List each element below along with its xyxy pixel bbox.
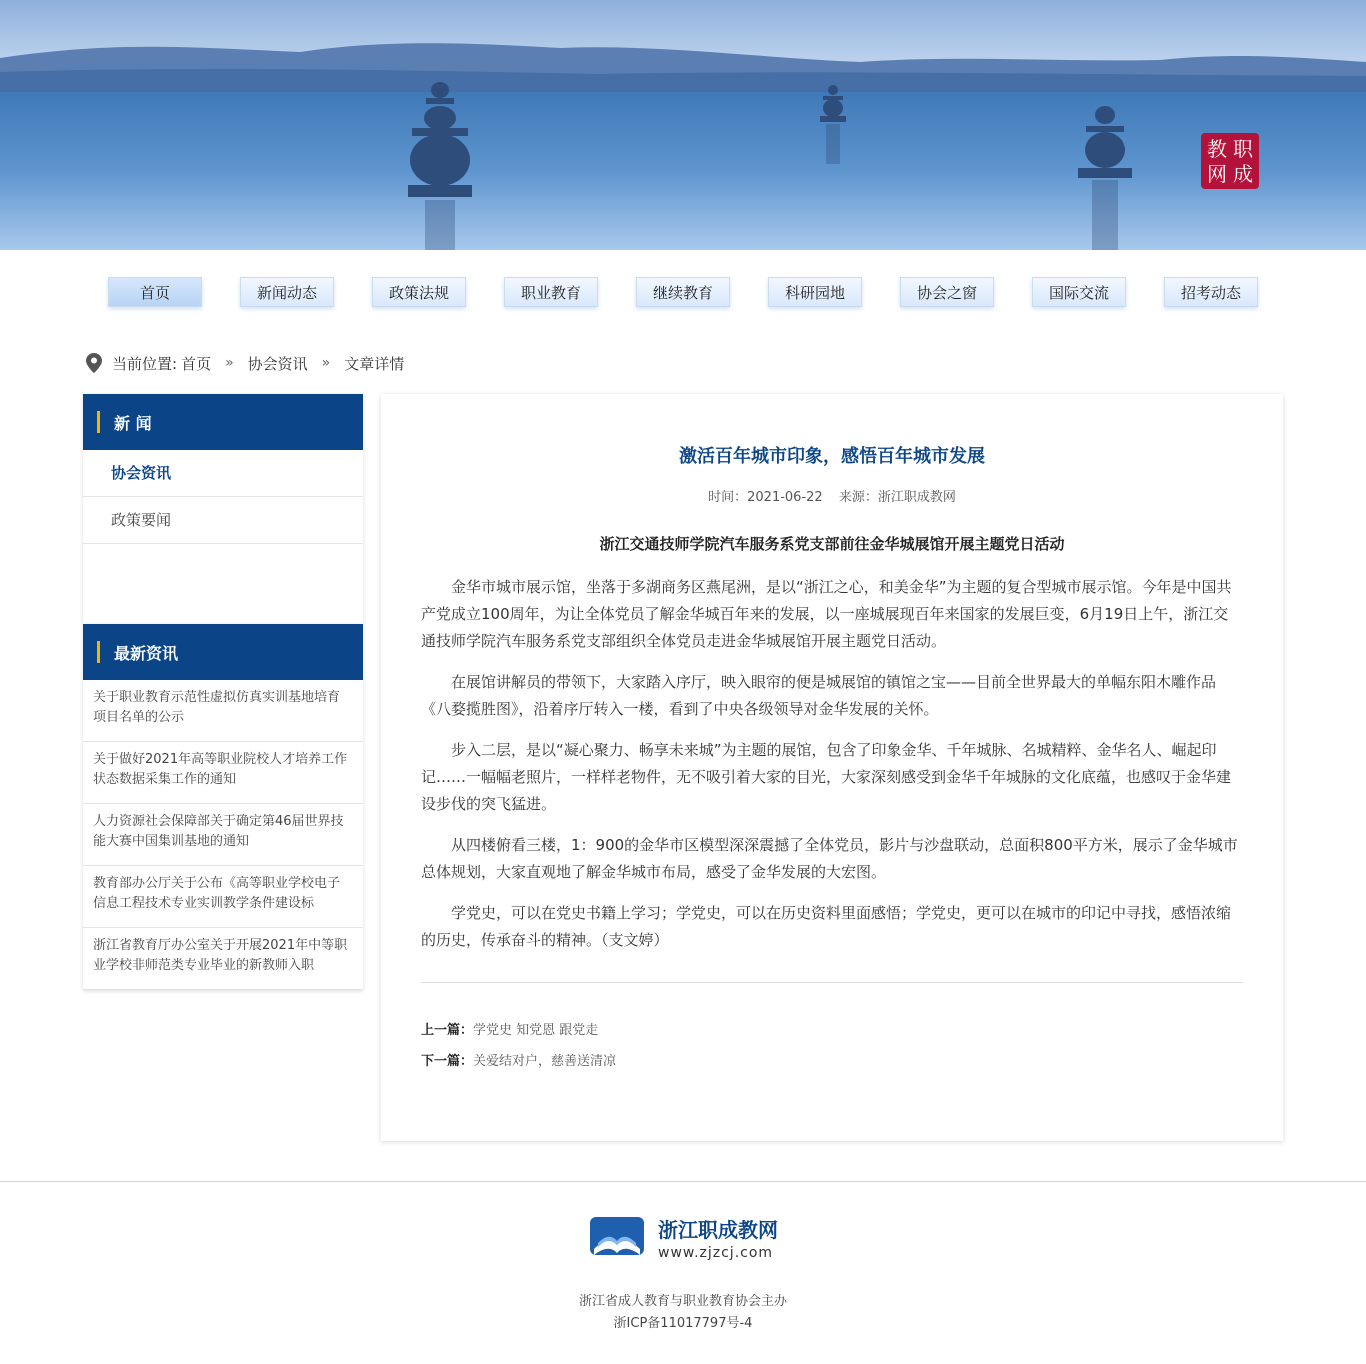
list-item[interactable]: 关于职业教育示范性虚拟仿真实训基地培育项目名单的公示 xyxy=(83,680,363,742)
list-item[interactable]: 浙江省教育厅办公室关于开展2021年中等职业学校非师范类专业毕业的新教师入职 xyxy=(83,928,363,990)
sidebar-news-box xyxy=(83,394,363,624)
sidebar-item-policy-news[interactable]: 政策要闻 xyxy=(83,497,363,544)
footer-logo-name: 浙江职成教网 xyxy=(658,1218,778,1242)
sidebar-latest-title: 最新资讯 xyxy=(114,643,179,663)
breadcrumb-separator-icon: » xyxy=(225,355,234,371)
article-paragraph: 在展馆讲解员的带领下，大家踏入序厅，映入眼帘的便是城展馆的镇馆之宝——目前全世界最大的单幅东阳木雕作品《八婺揽胜图》，沿着序厅转入一楼，看到了中央各级领导对金华发展的关怀。 xyxy=(421,673,1217,718)
breadcrumb xyxy=(83,332,1283,394)
main-content xyxy=(83,394,1283,1141)
article-source: 来源：浙江职成教网 xyxy=(838,490,956,505)
footer-logo xyxy=(0,1214,1366,1261)
nav-item-continuing[interactable]: 继续教育 xyxy=(636,277,730,307)
sidebar-item-association-news[interactable]: 协会资讯 xyxy=(83,450,363,497)
nav-item-research[interactable]: 科研园地 xyxy=(768,277,862,307)
sidebar-latest-box xyxy=(83,624,363,990)
sidebar xyxy=(83,394,363,990)
lake-pagoda-illustration xyxy=(0,0,1366,250)
nav-item-association[interactable]: 协会之窗 xyxy=(900,277,994,307)
site-seal-logo xyxy=(1201,133,1259,189)
list-item[interactable]: 关于做好2021年高等职业院校人才培养工作状态数据采集工作的通知 xyxy=(83,742,363,804)
latest-news-list xyxy=(83,680,363,990)
divider xyxy=(421,982,1243,983)
nav-item-news[interactable]: 新闻动态 xyxy=(240,277,334,307)
breadcrumb-separator-icon: » xyxy=(321,355,331,371)
footer-logo-url: www.zjzcj.com xyxy=(658,1245,774,1261)
article-paragraph: 金华市城市展示馆，坐落于多湖商务区燕尾洲，是以“浙江之心，和美金华”为主题的复合型城市展示馆。今年是中国共产党成立100周年，为让全体党员了解金华城百年来的发展，以一座城展现百年来国家的发展巨变，6月19日上午，浙江交通技师学院汽车服务系党支部组织全体党员走进金华城展馆开展主题党日活动。 xyxy=(421,578,1232,650)
breadcrumb-home-link[interactable]: 首页 xyxy=(181,354,212,373)
footer-logo-text xyxy=(658,1214,778,1261)
footer-icp[interactable]: 浙ICP备11017797号-4 xyxy=(613,1316,753,1331)
footer-organizer: 浙江省成人教育与职业教育协会主办 xyxy=(578,1294,787,1309)
breadcrumb-current: 文章详情 xyxy=(344,354,405,373)
next-article-link[interactable]: 关爱结对户，慈善送清凉 xyxy=(473,1054,617,1069)
next-label: 下一篇： xyxy=(421,1054,474,1069)
location-pin-icon xyxy=(86,353,102,373)
breadcrumb-prefix: 当前位置: xyxy=(112,354,178,373)
list-item[interactable]: 人力资源社会保障部关于确定第46届世界技能大赛中国集训基地的通知 xyxy=(83,804,363,866)
seal-char: 教 xyxy=(1207,136,1227,161)
nav-item-policy[interactable]: 政策法规 xyxy=(372,277,466,307)
footer-info xyxy=(0,1291,1366,1335)
prev-article xyxy=(421,1019,1243,1038)
article-paragraph: 步入二层，是以“凝心聚力、畅享未来城”为主题的展馆，包含了印象金华、千年城脉、名城精粹、金华名人、崛起印记……一幅幅老照片，一样样老物件，无不吸引着大家的目光，大家深刻感受到金华千年城脉的文化底蕴，也感叹于金华建设步伐的突飞猛进。 xyxy=(421,741,1232,813)
article-paragraph: 从四楼俯看三楼，1：900的金华市区模型深深震撼了全体党员，影片与沙盘联动，总面积800平方米，展示了金华城市总体规划，大家直观地了解金华城市布局，感受了金华发展的大宏图。 xyxy=(421,836,1238,881)
nav-item-exams[interactable]: 招考动态 xyxy=(1164,277,1258,307)
header-banner xyxy=(0,0,1366,250)
sidebar-news-header xyxy=(83,394,363,450)
article-meta xyxy=(421,486,1243,505)
seal-char: 网 xyxy=(1207,161,1227,186)
nav-item-international[interactable]: 国际交流 xyxy=(1032,277,1126,307)
article-date: 时间：2021-06-22 xyxy=(708,490,823,505)
breadcrumb-association-link[interactable]: 协会资讯 xyxy=(247,354,308,373)
next-article xyxy=(421,1050,1243,1069)
sidebar-news-title: 新 闻 xyxy=(114,413,152,433)
list-item[interactable]: 教育部办公厅关于公布《高等职业学校电子信息工程技术专业实训教学条件建设标 xyxy=(83,866,363,928)
article-paragraph: 学党史，可以在党史书籍上学习；学党史，可以在历史资料里面感悟；学党史，更可以在城市的印记中寻找，感悟浓缩的历史，传承奋斗的精神。（支文婷） xyxy=(421,904,1232,949)
header-accent-bar xyxy=(97,411,100,433)
article-pagination xyxy=(421,1019,1243,1069)
article-body xyxy=(421,574,1243,954)
article-panel xyxy=(381,394,1283,1141)
prev-article-link[interactable]: 学党史 知党恩 跟党走 xyxy=(473,1023,599,1038)
open-book-icon xyxy=(588,1215,646,1261)
seal-char: 职 xyxy=(1233,136,1253,161)
header-accent-bar xyxy=(97,641,100,663)
seal-char: 成 xyxy=(1233,161,1253,186)
nav-item-vocational[interactable]: 职业教育 xyxy=(504,277,598,307)
sidebar-latest-header xyxy=(83,624,363,680)
article-title: 激活百年城市印象，感悟百年城市发展 xyxy=(679,446,985,467)
main-nav xyxy=(0,250,1366,332)
sidebar-spacer xyxy=(83,544,363,624)
footer xyxy=(0,1181,1366,1364)
sidebar-menu xyxy=(83,450,363,544)
nav-item-home[interactable]: 首页 xyxy=(108,277,202,307)
article-subtitle: 浙江交通技师学院汽车服务系党支部前往金华城展馆开展主题党日活动 xyxy=(599,535,1065,553)
prev-label: 上一篇： xyxy=(421,1023,474,1038)
